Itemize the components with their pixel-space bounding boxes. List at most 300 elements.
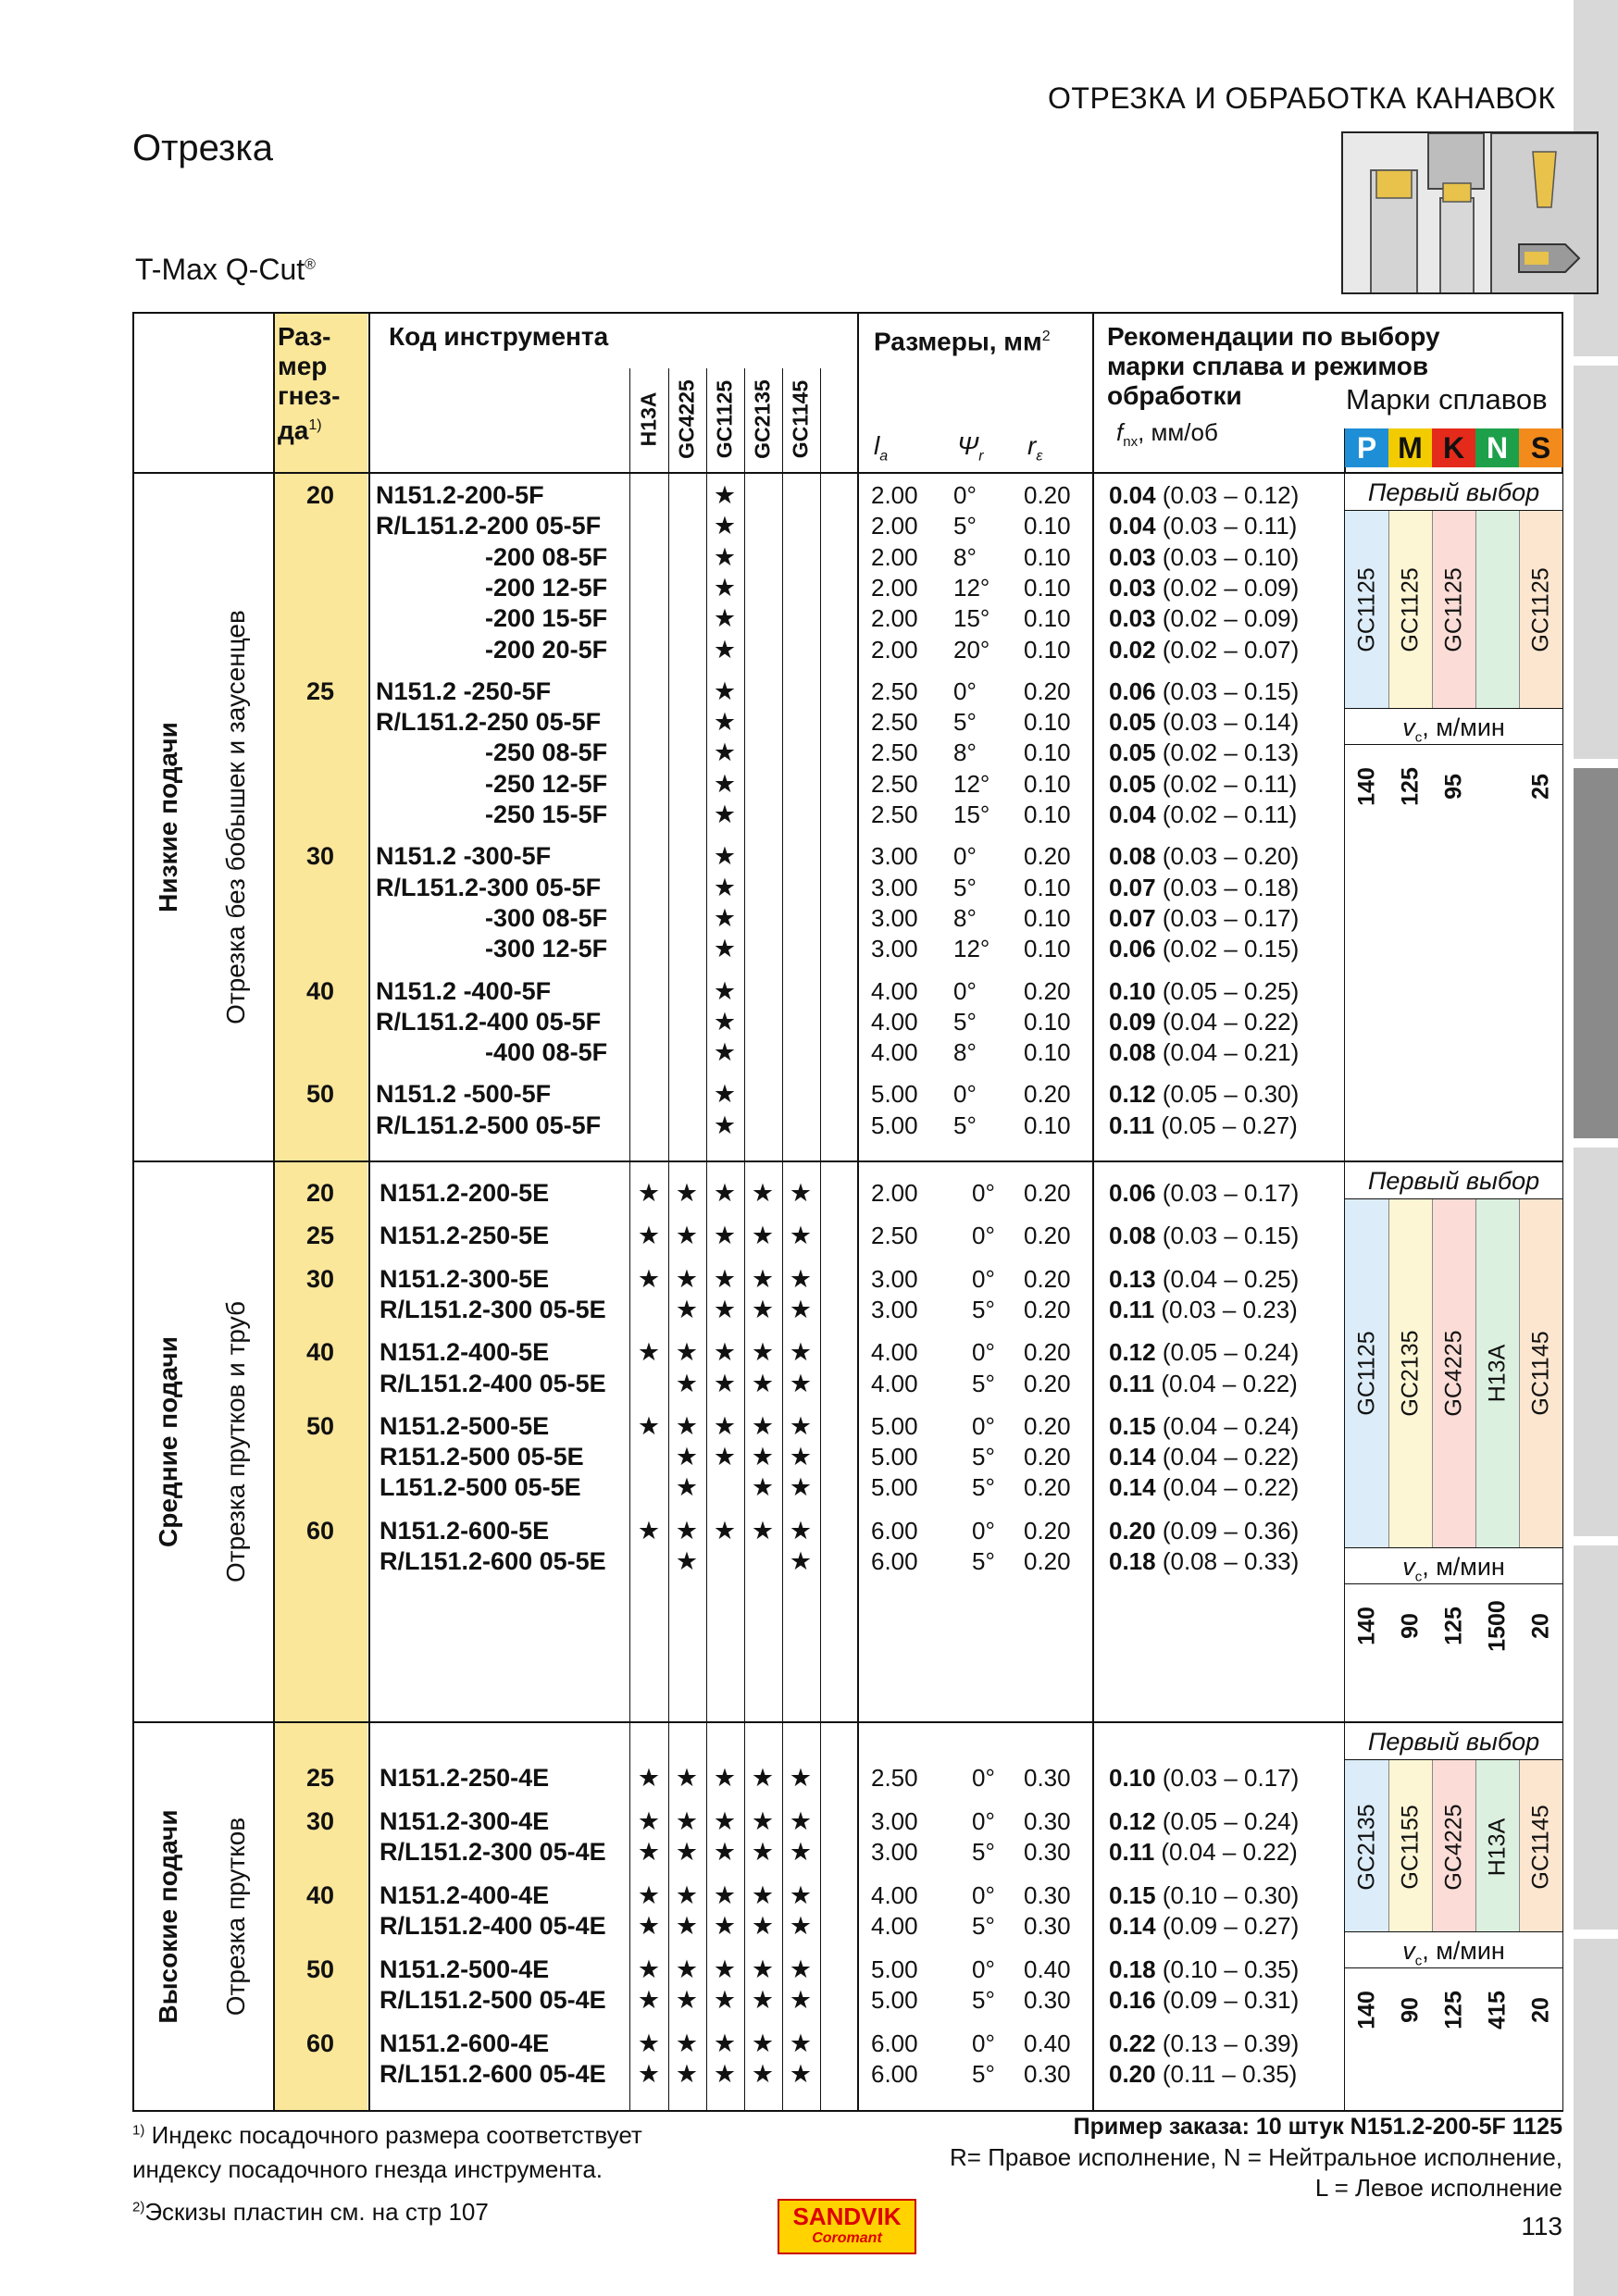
recommended-star: ★ — [713, 1881, 737, 1909]
feed-value — [1109, 770, 1297, 799]
tool-code: N151.2 -250-5F — [376, 676, 552, 705]
feed-nominal: 0.11 — [1109, 1111, 1155, 1139]
dim-la: 4.00 — [871, 1038, 918, 1067]
dim-la: 2.50 — [871, 708, 918, 737]
feed-value — [1109, 935, 1299, 963]
dim-r: 0.20 — [1024, 1411, 1071, 1440]
feed-nominal: 0.08 — [1109, 1038, 1156, 1067]
dim-subscript: r — [978, 448, 984, 465]
dim-r: 0.10 — [1024, 873, 1071, 901]
dim-symbol-r — [1027, 431, 1042, 465]
dim-psi: 0° — [972, 1411, 995, 1440]
feed-range: (0.03 – 0.18) — [1155, 873, 1300, 901]
dim-psi: 8° — [953, 738, 977, 767]
feed-nominal: 0.05 — [1109, 738, 1156, 767]
recommended-star: ★ — [751, 1264, 775, 1293]
dim-symbol-psi — [957, 431, 984, 465]
recommended-star: ★ — [675, 1179, 699, 1207]
tool-code: -400 08-5F — [485, 1038, 608, 1067]
recommended-star: ★ — [751, 1807, 775, 1835]
recommended-star: ★ — [751, 1295, 775, 1323]
cutting-speed-value: 1500 — [1484, 1600, 1511, 1652]
vc-symbol: v — [1402, 1553, 1415, 1581]
dim-la: 5.00 — [871, 1473, 918, 1502]
recommended-star: ★ — [713, 1222, 737, 1250]
recommended-star: ★ — [675, 1411, 699, 1440]
dim-psi: 15° — [953, 800, 990, 828]
feed-nominal: 0.08 — [1109, 842, 1156, 871]
grade-separator — [1388, 511, 1389, 708]
dim-r: 0.20 — [1024, 1264, 1071, 1293]
recommended-star: ★ — [789, 1807, 813, 1835]
recommended-star: ★ — [713, 512, 737, 540]
feed-nominal: 0.12 — [1109, 1080, 1156, 1109]
column-divider — [857, 312, 859, 2112]
grade-header-gc1125: GC1125 — [712, 379, 737, 459]
size-column-fill — [274, 313, 367, 2111]
feed-range: (0.03 – 0.17) — [1155, 1179, 1300, 1207]
recommended-star: ★ — [713, 769, 737, 798]
grade-separator — [1432, 511, 1433, 708]
feed-nominal: 0.04 — [1109, 481, 1156, 509]
tool-code: -200 15-5F — [485, 604, 608, 633]
feed-range: (0.13 – 0.39) — [1155, 2029, 1300, 2057]
feed-range: (0.04 – 0.25) — [1155, 1264, 1300, 1293]
feed-nominal: 0.06 — [1109, 935, 1156, 963]
grade-column-fill — [1345, 1584, 1388, 1721]
tool-code: -300 08-5F — [485, 903, 608, 932]
dim-psi: 8° — [953, 903, 977, 932]
feed-range: (0.05 – 0.24) — [1155, 1338, 1300, 1367]
hand-legend-cont: L = Левое исполнение — [1314, 2174, 1562, 2202]
tool-code: N151.2 -300-5F — [376, 842, 552, 871]
dim-la: 2.00 — [871, 542, 918, 571]
dim-psi: 0° — [953, 976, 977, 1005]
recommended-grade: GC1125 — [1353, 566, 1380, 652]
feed-value — [1109, 842, 1299, 871]
side-tab[interactable] — [1574, 1939, 1618, 2296]
dim-r: 0.20 — [1024, 481, 1071, 509]
dim-subscript: ε — [1036, 448, 1043, 465]
cutting-speed-value: 90 — [1397, 1613, 1424, 1639]
recommended-star: ★ — [751, 1179, 775, 1207]
recommended-star: ★ — [713, 2060, 737, 2088]
dims-header — [874, 322, 1051, 356]
size-header-line: мер — [278, 352, 328, 380]
recommended-star: ★ — [713, 1338, 737, 1367]
feed-range: (0.03 – 0.15) — [1155, 1222, 1300, 1250]
dim-r: 0.20 — [1024, 1516, 1071, 1545]
dim-la: 2.00 — [871, 481, 918, 509]
dim-la: 4.00 — [871, 1912, 918, 1940]
recommended-grade: H13A — [1484, 1818, 1511, 1876]
recommended-star: ★ — [713, 1295, 737, 1323]
feed-range: (0.04 – 0.22) — [1155, 1007, 1300, 1036]
footnote-text: Индекс посадочного размера соответствует — [151, 2121, 642, 2149]
tool-code: L151.2-500 05-5E — [380, 1473, 581, 1502]
dim-psi: 5° — [953, 1111, 977, 1139]
recommended-star: ★ — [713, 1986, 737, 2014]
feed-nominal: 0.07 — [1109, 873, 1156, 901]
dim-la: 2.00 — [871, 604, 918, 633]
size-value: 25 — [305, 676, 335, 705]
size-value: 20 — [305, 481, 335, 509]
dim-la: 4.00 — [871, 1369, 918, 1397]
side-tab[interactable] — [1574, 1545, 1618, 1930]
recommended-star: ★ — [713, 903, 737, 932]
feed-nominal: 0.18 — [1109, 1955, 1156, 1983]
footnote-text: Эскизы пластин см. на стр 107 — [144, 2198, 489, 2226]
feed-range: (0.03 – 0.15) — [1155, 676, 1300, 705]
dim-la: 3.00 — [871, 1838, 918, 1866]
cutting-speed-label — [1345, 708, 1562, 745]
feed-value — [1109, 1986, 1299, 2015]
dim-symbol-la — [874, 431, 888, 465]
dim-psi: 5° — [972, 1473, 995, 1502]
grade-separator — [1432, 1199, 1433, 1547]
footnote-1-cont: индексу посадочного гнезда инструмента. — [132, 2155, 604, 2183]
dim-la: 6.00 — [871, 1516, 918, 1545]
dim-la: 4.00 — [871, 1338, 918, 1367]
tool-code: N151.2-200-5F — [376, 481, 544, 509]
cutting-speed-value: 95 — [1440, 774, 1467, 800]
recommended-star: ★ — [637, 1222, 661, 1250]
dim-psi: 0° — [972, 1955, 995, 1983]
feed-value — [1109, 1881, 1299, 1910]
recommended-star: ★ — [713, 800, 737, 828]
grade-separator — [1519, 511, 1520, 708]
recommended-star: ★ — [789, 1516, 813, 1545]
recommended-star: ★ — [675, 1369, 699, 1397]
cutting-speed-value: 20 — [1527, 1613, 1554, 1639]
dim-psi: 5° — [953, 1007, 977, 1036]
recommended-star: ★ — [637, 1179, 661, 1207]
cutting-speed-value: 140 — [1353, 1991, 1380, 2029]
side-tab-bar — [1574, 0, 1618, 2296]
grade-separator — [1475, 1760, 1476, 1931]
grade-separator — [1519, 1199, 1520, 1547]
feed-nominal: 0.11 — [1109, 1838, 1155, 1866]
feed-value — [1109, 604, 1299, 633]
tool-code: R/L151.2-500 05-5F — [376, 1111, 602, 1139]
first-choice-label — [1345, 1162, 1562, 1199]
feed-nominal: 0.03 — [1109, 604, 1156, 633]
side-tab[interactable] — [1574, 366, 1618, 759]
feed-range: (0.10 – 0.35) — [1155, 1955, 1300, 1983]
tool-code: N151.2-400-5E — [380, 1338, 550, 1367]
dim-psi: 0° — [972, 1222, 995, 1250]
dim-r: 0.10 — [1024, 800, 1071, 828]
recommended-star: ★ — [675, 1443, 699, 1471]
rec-header-line: обработки — [1107, 381, 1242, 410]
size-value: 50 — [305, 1411, 335, 1440]
feed-value — [1109, 1080, 1299, 1109]
recommended-star: ★ — [789, 1295, 813, 1323]
tool-code: R/L151.2-600 05-4E — [380, 2060, 606, 2088]
feed-nominal: 0.12 — [1109, 1338, 1156, 1367]
recommended-star: ★ — [751, 1764, 775, 1792]
recommended-grade: GC2135 — [1397, 1330, 1424, 1417]
tool-code: N151.2-250-5E — [380, 1222, 550, 1250]
feed-value — [1109, 874, 1299, 902]
feed-nominal: 0.06 — [1109, 676, 1156, 705]
cutting-speed-value: 140 — [1353, 1607, 1380, 1645]
footnote-mark: 1) — [308, 417, 322, 433]
feed-nominal: 0.04 — [1109, 512, 1156, 540]
recommended-star: ★ — [713, 1111, 737, 1139]
recommended-star: ★ — [751, 1473, 775, 1502]
column-divider — [273, 312, 275, 2112]
recommended-star: ★ — [751, 1338, 775, 1367]
dim-la: 5.00 — [871, 1955, 918, 1983]
feed-value — [1109, 1955, 1299, 1984]
recommended-star: ★ — [675, 1764, 699, 1792]
recommended-star: ★ — [713, 738, 737, 767]
feed-nominal: 0.11 — [1109, 1369, 1155, 1397]
dim-psi: 0° — [972, 2029, 995, 2057]
feed-nominal: 0.15 — [1109, 1411, 1156, 1440]
size-value: 60 — [305, 2029, 335, 2057]
feed-nominal: 0.06 — [1109, 1179, 1156, 1207]
dim-r: 0.40 — [1024, 1955, 1071, 1983]
dim-r: 0.10 — [1024, 512, 1071, 540]
feed-nominal: 0.18 — [1109, 1547, 1156, 1575]
dim-psi: 5° — [953, 708, 977, 737]
tool-code: N151.2 -400-5F — [376, 976, 552, 1005]
dim-la: 2.50 — [871, 738, 918, 767]
feed-value — [1109, 574, 1299, 602]
section-subname: Отрезка прутков и труб — [221, 1300, 250, 1583]
feed-range: (0.11 – 0.35) — [1155, 2060, 1298, 2088]
grade-column-fill — [1388, 1968, 1432, 2110]
dim-psi: 5° — [972, 1838, 995, 1866]
dim-la: 2.00 — [871, 635, 918, 664]
recommended-star: ★ — [713, 573, 737, 602]
grade-column-fill — [1519, 1968, 1562, 2110]
size-value: 40 — [305, 1338, 335, 1367]
feed-range: (0.03 – 0.23) — [1154, 1295, 1298, 1323]
feed-value — [1109, 677, 1299, 706]
dim-r: 0.10 — [1024, 738, 1071, 767]
dim-psi: 0° — [953, 481, 977, 509]
recommended-star: ★ — [713, 1264, 737, 1293]
code-header: Код инструмента — [389, 322, 609, 351]
cutting-speed-value: 125 — [1397, 767, 1424, 806]
recommended-grade: GC4225 — [1440, 1330, 1467, 1417]
iso-n-badge: N — [1475, 428, 1519, 467]
vc-subscript: c — [1414, 1569, 1423, 1585]
feed-value — [1109, 1838, 1298, 1867]
dim-la: 2.00 — [871, 573, 918, 602]
feed-range: (0.04 – 0.24) — [1155, 1411, 1300, 1440]
feed-range: (0.04 – 0.22) — [1155, 1473, 1300, 1502]
feed-nominal: 0.20 — [1109, 2060, 1156, 2088]
grade-separator — [1475, 1199, 1476, 1547]
recommended-star: ★ — [789, 2060, 813, 2088]
recommended-grade: GC4225 — [1440, 1803, 1467, 1891]
feed-header — [1116, 418, 1218, 450]
recommended-star: ★ — [713, 842, 737, 871]
recommended-star: ★ — [713, 873, 737, 901]
product-name — [135, 253, 316, 287]
recommended-star: ★ — [751, 1986, 775, 2014]
vc-symbol: v — [1402, 714, 1415, 741]
grade-col-line — [629, 368, 630, 2112]
tool-code: R/L151.2-400 05-5F — [376, 1007, 602, 1036]
feed-nominal: 0.05 — [1109, 769, 1156, 798]
feed-nominal: 0.03 — [1109, 542, 1156, 571]
dim-psi: 5° — [953, 873, 977, 901]
feed-value — [1109, 512, 1297, 540]
footnote-mark: 2) — [132, 2199, 145, 2215]
feed-range: (0.05 – 0.24) — [1155, 1807, 1300, 1835]
size-header-line: Раз- — [278, 322, 331, 351]
dim-psi: 0° — [953, 1080, 977, 1109]
recommended-star: ★ — [675, 1881, 699, 1909]
recommended-star: ★ — [713, 1369, 737, 1397]
recommended-star: ★ — [675, 2029, 699, 2057]
feed-nominal: 0.11 — [1109, 1295, 1155, 1323]
hand-legend: R= Правое исполнение, N = Нейтральное исполнение, — [950, 2143, 1562, 2171]
first-choice-text: Первый выбор — [1367, 1167, 1540, 1195]
section-name: Низкие подачи — [154, 722, 182, 912]
recommended-star: ★ — [637, 2029, 661, 2057]
size-value: 30 — [305, 842, 335, 871]
dim-symbol: Ψ — [957, 431, 979, 460]
tool-code: R/L151.2-250 05-5F — [376, 708, 602, 737]
vc-symbol: v — [1402, 1937, 1415, 1965]
feed-range: (0.03 – 0.11) — [1155, 512, 1298, 540]
tool-code: -250 15-5F — [485, 800, 608, 828]
dim-r: 0.10 — [1024, 542, 1071, 571]
dim-la: 4.00 — [871, 1007, 918, 1036]
tool-code: R/L151.2-300 05-5F — [376, 873, 602, 901]
feed-subscript: nx — [1123, 434, 1139, 451]
iso-s-badge: S — [1519, 428, 1562, 467]
tool-code: N151.2-300-4E — [380, 1807, 550, 1835]
dim-la: 2.00 — [871, 512, 918, 540]
recommended-star: ★ — [789, 1986, 813, 2014]
dim-psi: 5° — [972, 1547, 995, 1575]
dim-psi: 12° — [953, 573, 990, 602]
feed-value — [1109, 708, 1299, 737]
recommended-grade: GC1125 — [1353, 1331, 1380, 1416]
rec-header-line: марки сплава и режимов — [1107, 352, 1429, 380]
feed-value — [1109, 636, 1299, 664]
recommended-star: ★ — [713, 708, 737, 737]
table-border — [132, 312, 1563, 314]
grade-header-h13a: H13A — [636, 391, 661, 447]
order-example: Пример заказа: 10 штук N151.2-200-5F 1125 — [1073, 2114, 1562, 2140]
recommended-star: ★ — [675, 1338, 699, 1367]
feed-range: (0.03 – 0.14) — [1155, 708, 1300, 737]
recommended-grade: H13A — [1484, 1344, 1511, 1403]
feed-nominal: 0.20 — [1109, 1516, 1156, 1545]
dim-r: 0.10 — [1024, 1111, 1071, 1139]
dim-la: 5.00 — [871, 1986, 918, 2014]
recommended-star: ★ — [713, 1764, 737, 1792]
dim-r: 0.10 — [1024, 935, 1071, 963]
recommended-star: ★ — [675, 1295, 699, 1323]
recommended-star: ★ — [713, 1912, 737, 1940]
dim-psi: 0° — [972, 1807, 995, 1835]
recommended-star: ★ — [751, 2060, 775, 2088]
size-value: 25 — [305, 1222, 335, 1250]
tool-code: N151.2-200-5E — [380, 1179, 550, 1207]
tool-code: N151.2-500-5E — [380, 1411, 550, 1440]
feed-value — [1109, 977, 1299, 1006]
feed-range: (0.02 – 0.07) — [1155, 635, 1300, 664]
vc-subscript: c — [1414, 1953, 1423, 1969]
recommended-star: ★ — [713, 542, 737, 571]
feed-value — [1109, 904, 1299, 933]
tool-code: -250 12-5F — [485, 769, 608, 798]
feed-range: (0.03 – 0.12) — [1155, 481, 1300, 509]
section-title: ОТРЕЗКА И ОБРАБОТКА КАНАВОК — [1048, 81, 1556, 115]
dim-r: 0.20 — [1024, 1338, 1071, 1367]
logo-line-1: SANDVIK — [792, 2203, 902, 2230]
size-header-line — [278, 411, 340, 445]
rec-header-line: Рекомендации по выбору — [1107, 322, 1440, 351]
recommended-star: ★ — [637, 1411, 661, 1440]
dims-header-text: Размеры, мм — [874, 327, 1042, 356]
dim-psi: 0° — [953, 842, 977, 871]
dim-psi: 0° — [972, 1881, 995, 1909]
dim-psi: 5° — [972, 1295, 995, 1323]
feed-range: (0.02 – 0.15) — [1155, 935, 1300, 963]
feed-nominal: 0.07 — [1109, 903, 1156, 932]
feed-range: (0.02 – 0.11) — [1155, 769, 1298, 798]
feed-value — [1109, 1296, 1298, 1324]
recommended-star: ★ — [675, 1986, 699, 2014]
recommended-star: ★ — [751, 1838, 775, 1866]
cutting-speed-value: 140 — [1353, 767, 1380, 806]
page-number: 113 — [1521, 2212, 1562, 2240]
side-tab-active[interactable] — [1574, 768, 1618, 1138]
recommended-star: ★ — [713, 2029, 737, 2057]
dim-la: 4.00 — [871, 1881, 918, 1909]
recommended-star: ★ — [751, 1443, 775, 1471]
recommended-star: ★ — [789, 1411, 813, 1440]
dim-la: 6.00 — [871, 2029, 918, 2057]
dim-psi: 8° — [953, 1038, 977, 1067]
dim-r: 0.30 — [1024, 1912, 1071, 1940]
recommended-star: ★ — [637, 1912, 661, 1940]
dim-la: 3.00 — [871, 1807, 918, 1835]
dim-la: 3.00 — [871, 842, 918, 871]
feed-nominal: 0.14 — [1109, 1912, 1156, 1940]
iso-k-badge: K — [1432, 428, 1475, 467]
dim-la: 5.00 — [871, 1443, 918, 1471]
recommended-star: ★ — [637, 1516, 661, 1545]
size-value: 40 — [305, 976, 335, 1005]
recommended-star: ★ — [789, 1547, 813, 1575]
grade-column-fill — [1519, 745, 1562, 1160]
dim-r: 0.30 — [1024, 1764, 1071, 1792]
feed-value — [1109, 2029, 1299, 2058]
recommended-star: ★ — [789, 1338, 813, 1367]
side-tab[interactable] — [1574, 1148, 1618, 1536]
size-value: 40 — [305, 1881, 335, 1909]
recommended-grade: GC1145 — [1527, 1331, 1554, 1416]
cutting-speed-label — [1345, 1931, 1562, 1968]
tool-code: R/L151.2-600 05-5E — [380, 1547, 606, 1575]
dim-r: 0.40 — [1024, 2029, 1071, 2057]
recommended-star: ★ — [751, 1369, 775, 1397]
dim-r: 0.20 — [1024, 1179, 1071, 1207]
grade-header-gc1145: GC1145 — [788, 379, 813, 459]
recommended-star: ★ — [789, 1369, 813, 1397]
